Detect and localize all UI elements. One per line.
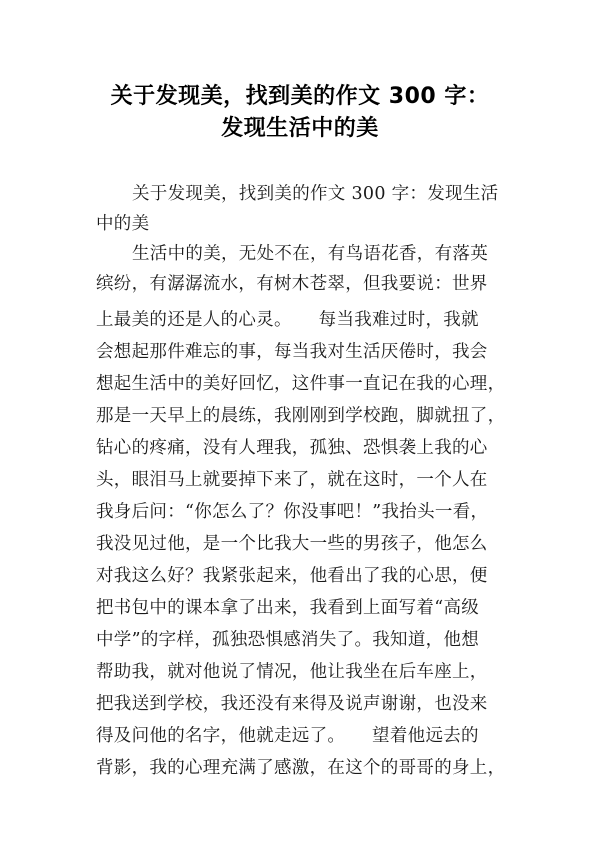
body-line-4: 缤纷，有潺潺流水，有树木苍翠，但我要说：世界: [96, 274, 488, 294]
body-line-7: 想起生活中的美好回忆，这件事一直记在我的心理，: [96, 374, 506, 394]
body-line-10: 头，眼泪马上就要掉下来了，就在这时，一个人在: [96, 470, 488, 490]
body-line-2: 中的美: [96, 214, 150, 234]
document-title-line-1: 关于发现美，找到美的作文 300 字：: [110, 84, 490, 109]
body-line-17: 把我送到学校，我还没有来得及说声谢谢，也没来: [96, 694, 488, 714]
body-line-11: 我身后问：“你怎么了？你没事吧！”我抬头一看，: [96, 502, 489, 522]
body-line-16: 帮助我，就对他说了情况，他让我坐在后车座上，: [96, 662, 488, 682]
body-line-15: 中学”的字样，孤独恐惧感消失了。我知道，他想: [96, 630, 480, 650]
body-line-1: 关于发现美，找到美的作文 300 字：发现生活: [132, 184, 499, 204]
body-line-14: 把书包中的课本拿了出来，我看到上面写着“高级: [96, 598, 480, 618]
body-line-5: 上最美的还是人的心灵。 每当我难过时，我就: [96, 310, 479, 330]
body-line-8: 那是一天早上的晨练，我刚刚到学校跑，脚就扭了，: [96, 406, 506, 426]
body-line-19: 背影，我的心理充满了感激，在这个的哥哥的身上，: [96, 758, 506, 778]
body-line-6: 会想起那件难忘的事，每当我对生活厌倦时，我会: [96, 342, 488, 362]
body-line-18: 得及问他的名字，他就走远了。 望着他远去的: [96, 726, 479, 746]
body-line-9: 钻心的疼痛，没有人理我，孤独、恐惧袭上我的心: [96, 438, 488, 458]
body-line-12: 我没见过他，是一个比我大一些的男孩子，他怎么: [96, 534, 488, 554]
body-line-13: 对我这么好？我紧张起来，他看出了我的心思，便: [96, 566, 488, 586]
document-title-line-2: 发现生活中的美: [221, 116, 379, 141]
body-line-3: 生活中的美，无处不在，有鸟语花香，有落英: [132, 244, 488, 264]
